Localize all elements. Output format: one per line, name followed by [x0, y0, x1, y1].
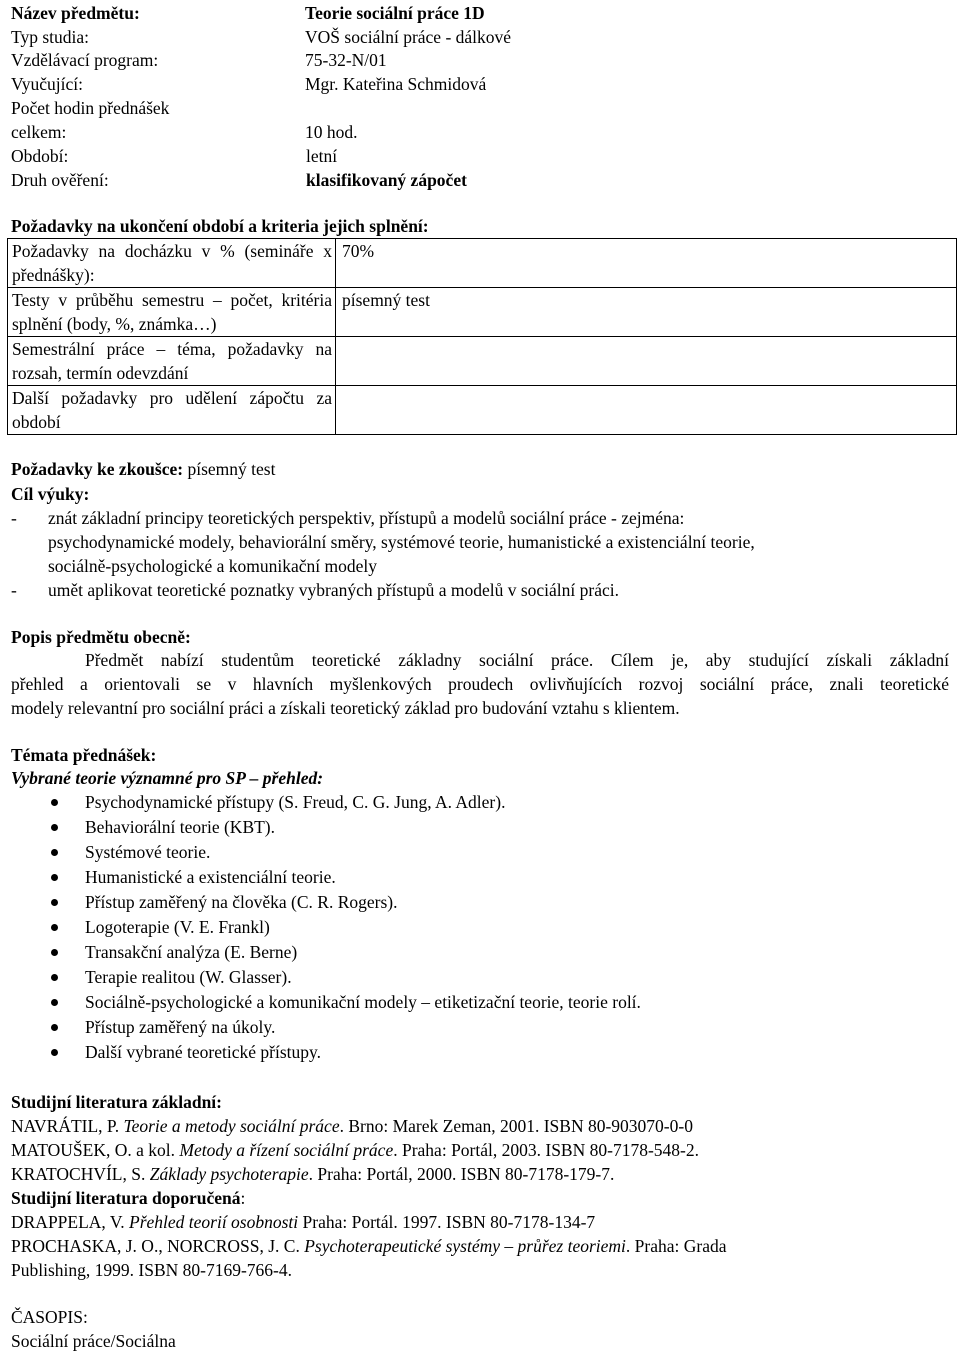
list-item [0, 965, 641, 990]
literature-item [11, 1210, 595, 1234]
topics-list [0, 790, 641, 1065]
list-item [0, 1015, 641, 1040]
header-label: Vzdělávací program: [11, 50, 159, 70]
literature-author: MATOUŠEK, O. a kol. [11, 1140, 180, 1160]
topic-text: Systémové teorie. [85, 842, 211, 862]
list-item [0, 865, 641, 890]
bullet-icon [51, 949, 58, 956]
literature-item [11, 1234, 727, 1258]
topics-subheading: Vybrané teorie významné pro SP – přehled: [11, 768, 324, 788]
list-item [0, 940, 641, 965]
literature-continuation: Publishing, 1999. ISBN 80-7169-766-4. [11, 1260, 292, 1280]
description-line-3: modely relevantní pro sociální práci a získali teoretický základ pro budování vztahu s klientem. [11, 698, 680, 718]
goal-item-1-line-3: sociálně-psychologické a komunikační modely [48, 556, 378, 576]
topic-text: Terapie realitou (W. Glasser). [85, 967, 292, 987]
literature-details: . Praha: Grada [625, 1236, 727, 1256]
heading-text: Studijní literatura doporučená [11, 1188, 241, 1208]
topic-text: Přístup zaměřený na úkoly. [85, 1017, 276, 1037]
literature-item [11, 1114, 693, 1138]
header-label: celkem: [11, 122, 67, 142]
bullet-icon [51, 824, 58, 831]
list-item [0, 790, 641, 815]
literature-author: NAVRÁTIL, P. [11, 1116, 124, 1136]
program-code: 75-32-N/01 [305, 50, 387, 70]
bullet-icon [51, 799, 58, 806]
requirements-heading: Požadavky na ukončení období a kriteria jejich splnění: [11, 216, 429, 236]
topic-text: Humanistické a existenciální teorie. [85, 867, 336, 887]
topic-text: Psychodynamické přístupy (S. Freud, C. G. Jung, A. Adler). [85, 792, 506, 812]
period: letní [306, 146, 338, 166]
heading-suffix: : [240, 1188, 246, 1208]
bullet-icon [51, 899, 58, 906]
bullet-icon [51, 849, 58, 856]
study-type: VOŠ sociální práce - dálkové [305, 27, 512, 47]
literature-details: . Praha: Portál, 2000. ISBN 80-7178-179-7. [308, 1164, 615, 1184]
requirement-label: Další požadavky pro udělení zápočtu za období [8, 386, 336, 435]
topic-text: Behaviorální teorie (KBT). [85, 817, 276, 837]
goal-item-1-line-2: psychodynamické modely, behaviorální směry, systémové teorie, humanistické a existenciální teorie, [48, 532, 755, 552]
list-item [0, 990, 641, 1015]
requirement-label: Požadavky na docházku v % (semináře x přednášky): [8, 239, 336, 288]
exam-value: písemný test [187, 459, 276, 479]
assessment-type: klasifikovaný zápočet [306, 170, 467, 190]
table-row [8, 386, 957, 435]
header-label: Počet hodin přednášek [11, 98, 170, 118]
list-item [0, 840, 641, 865]
bullet-icon [51, 924, 58, 931]
list-item [0, 915, 641, 940]
bullet-icon [51, 974, 58, 981]
requirements-table [7, 238, 957, 435]
literature-title: Přehled teorií osobnosti [129, 1212, 299, 1232]
literature-details: . Praha: Portál, 2003. ISBN 80-7178-548-2. [393, 1140, 699, 1160]
literature-author: PROCHASKA, J. O., NORCROSS, J. C. [11, 1236, 305, 1256]
literature-basic-heading: Studijní literatura základní: [11, 1092, 222, 1112]
literature-item [11, 1138, 699, 1162]
requirement-value [336, 386, 957, 435]
exam-requirements [11, 457, 275, 481]
header-label: Typ studia: [11, 27, 90, 47]
bullet-icon [51, 1024, 58, 1031]
literature-title: Psychoterapeutické systémy – průřez teoriemi [304, 1236, 626, 1256]
topic-text: Sociálně-psychologické a komunikační modely – etiketizační teorie, teorie rolí. [85, 992, 641, 1012]
requirement-label: Semestrální práce – téma, požadavky na rozsah, termín odevzdání [8, 337, 336, 386]
header-label: Název předmětu: [11, 3, 140, 23]
literature-title: Teorie a metody sociální práce [123, 1116, 340, 1136]
list-item [0, 1040, 641, 1065]
hours-total: 10 hod. [305, 122, 358, 142]
bullet-icon [51, 999, 58, 1006]
requirement-value [336, 337, 957, 386]
header-label: Druh ověření: [11, 170, 109, 190]
topics-heading: Témata přednášek: [11, 745, 157, 765]
journals-heading: ČASOPIS: [11, 1307, 88, 1327]
literature-details: . Brno: Marek Zeman, 2001. ISBN 80-903070-0-0 [339, 1116, 693, 1136]
table-row [8, 288, 957, 337]
list-dash: - [11, 508, 17, 528]
literature-item [11, 1162, 614, 1186]
list-dash: - [11, 580, 17, 600]
header-label: Vyučující: [11, 74, 83, 94]
topic-text: Další vybrané teoretické přístupy. [85, 1042, 322, 1062]
topic-text: Transakční analýza (E. Berne) [85, 942, 298, 962]
table-row [8, 239, 957, 288]
description-heading: Popis předmětu obecně: [11, 627, 191, 647]
list-item [0, 815, 641, 840]
literature-title: Metody a řízení sociální práce [179, 1140, 394, 1160]
bullet-icon [51, 874, 58, 881]
topic-text: Logoterapie (V. E. Frankl) [85, 917, 270, 937]
requirement-value: 70% [336, 239, 957, 288]
exam-label: Požadavky ke zkoušce: [11, 459, 184, 479]
requirement-value: písemný test [336, 288, 957, 337]
description-line-1: Předmět nabízí studentům teoretické základny sociální práce. Cílem je, aby studující získali základní [85, 650, 949, 670]
bullet-icon [51, 1049, 58, 1056]
literature-author: DRAPPELA, V. [11, 1212, 129, 1232]
table-row [8, 337, 957, 386]
description-line-2: přehled a orientovali se v hlavních myšlenkových proudech ovlivňujících rozvoj sociální práce, znali teoretické [11, 674, 949, 694]
list-item [0, 890, 641, 915]
topic-text: Přístup zaměřený na člověka (C. R. Rogers). [85, 892, 398, 912]
journal-item: Sociální práce/Sociálna [11, 1331, 176, 1351]
literature-recommended-heading [11, 1186, 245, 1210]
goal-heading: Cíl výuky: [11, 484, 90, 504]
requirement-label: Testy v průběhu semestru – počet, kritéria splnění (body, %, známka…) [8, 288, 336, 337]
teacher-name: Mgr. Kateřina Schmidová [305, 74, 487, 94]
literature-title: Základy psychoterapie [149, 1164, 309, 1184]
literature-author: KRATOCHVÍL, S. [11, 1164, 150, 1184]
goal-item-1-line-1: znát základní principy teoretických perspektiv, přístupů a modelů sociální práce - zejména: [48, 508, 685, 528]
course-name: Teorie sociální práce 1D [305, 3, 485, 23]
header-label: Období: [11, 146, 69, 166]
goal-item-2: umět aplikovat teoretické poznatky vybraných přístupů a modelů v sociální práci. [48, 580, 620, 600]
literature-details: Praha: Portál. 1997. ISBN 80-7178-134-7 [298, 1212, 596, 1232]
